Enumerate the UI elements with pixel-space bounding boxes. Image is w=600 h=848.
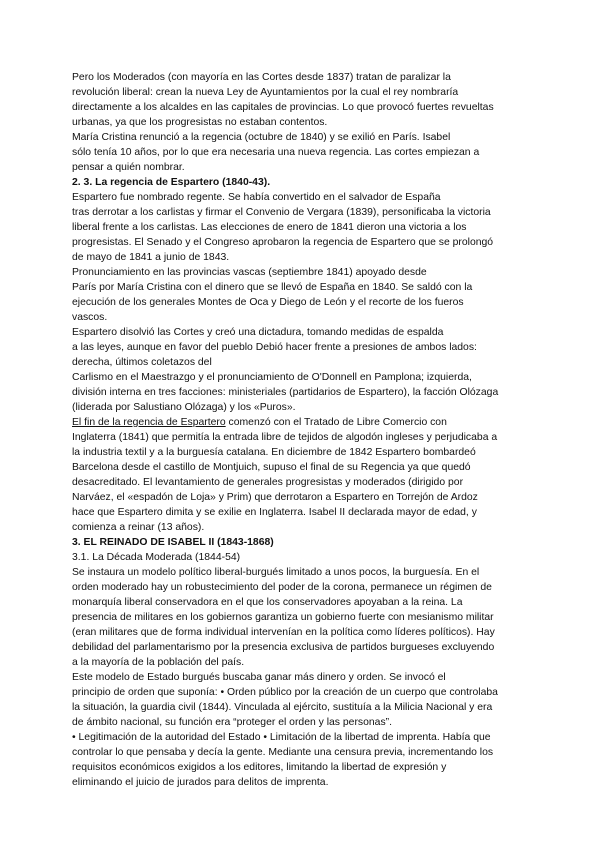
text-line: eliminando el juicio de jurados para delitos de imprenta.: [72, 777, 329, 788]
text-line: Narváez, el «espadón de Loja» y Prim) que derrotaron a Espartero en Torrejón de Ardoz: [72, 492, 478, 503]
text-line: • Legitimación de la autoridad del Estado • Limitación de la libertad de imprenta. Había que: [72, 732, 491, 743]
text-line: Espartero fue nombrado regente. Se había convertido en el salvador de España: [72, 192, 441, 203]
text-line: controlar lo que pensaba y decía la gente. Mediante una censura previa, incrementando los: [72, 747, 494, 758]
text-line: de mayo de 1841 a junio de 1843.: [72, 252, 230, 263]
text-line: Pronunciamiento en las provincias vascas (septiembre 1841) apoyado desde: [72, 267, 427, 278]
text-line: la situación, la guardia civil (1844). Vinculada al ejército, sustituía a la Milicia Nacional y era: [72, 702, 493, 713]
paragraph-moderados: [72, 70, 542, 130]
text-line: pensar a quién nombrar.: [72, 162, 185, 173]
text-line: Se instaura un modelo político liberal-burgués limitado a unos pocos, la burguesía. En el: [72, 567, 480, 578]
text-line: Inglaterra (1841) que permitía la entrada libre de tejidos de algodón ingleses y perjudicaba a: [72, 432, 498, 443]
text-line: Carlismo en el Maestrazgo y el pronunciamiento de O'Donnell en Pamplona; izquierda,: [72, 372, 472, 383]
document-page: [72, 70, 542, 790]
text-line: sólo tenía 10 años, por lo que era necesaria una nueva regencia. Las cortes empiezan a: [72, 147, 480, 158]
text-line: progresistas. El Senado y el Congreso aprobaron la regencia de Espartero que se prolongó: [72, 237, 494, 248]
paragraph-maria-cristina: [72, 130, 542, 175]
text-line: urbanas, ya que los progresistas no estaban contentos.: [72, 117, 328, 128]
text-line: monarquía liberal conservadora en el que los conservadores apoyaban a la reina. La: [72, 597, 463, 608]
text-line: liberal frente a los carlistas. Las elecciones de enero de 1841 dieron una victoria a los: [72, 222, 467, 233]
text-line: directamente a los alcaldes en las capitales de provincias. Lo que provocó fuertes revueltas: [72, 102, 494, 113]
text-line: desacreditado. El levantamiento de generales progresistas y moderados (dirigido por: [72, 477, 464, 488]
text-line: orden moderado hay un robustecimiento del poder de la corona, permanece un régimen de: [72, 582, 492, 593]
section-heading-regencia-espartero: 2. 3. La regencia de Espartero (1840-43).: [72, 177, 271, 188]
paragraph-dictadura: [72, 325, 542, 415]
text-line: Espartero disolvió las Cortes y creó una dictadura, tomando medidas de espalda: [72, 327, 444, 338]
text-line: la industria textil y a la burguesía catalana. En diciembre de 1842 Espartero bombardeó: [72, 447, 476, 458]
text-line: división interna en tres facciones: ministeriales (partidarios de Espartero), la facción Olózaga: [72, 387, 499, 398]
paragraph-pronunciamiento: [72, 265, 542, 325]
text-line: hace que Espartero dimita y se exilie en Inglaterra. Isabel II declarada mayor de edad, y: [72, 507, 477, 518]
text-line: comienza a reinar (13 años).: [72, 522, 205, 533]
text-line: principio de orden que suponía: • Orden público por la creación de un cuerpo que controlaba: [72, 687, 498, 698]
subsection-heading-decada-moderada: 3.1. La Década Moderada (1844-54): [72, 552, 241, 563]
text-line: Este modelo de Estado burgués buscaba ganar más dinero y orden. Se invocó el: [72, 672, 446, 683]
text-line: vascos.: [72, 312, 108, 323]
text-line: (liderada por Salustiano Olózaga) y los «Puros».: [72, 402, 296, 413]
text-line: a la mayoría de la población del país.: [72, 657, 245, 668]
text-line: derecha, últimos coletazos del: [72, 357, 212, 368]
text-line: requisitos económicos exigidos a los editores, limitando la libertad de expresión y: [72, 762, 447, 773]
text-line: Barcelona desde el castillo de Montjuich, supuso el final de su Regencia ya que quedó: [72, 462, 471, 473]
paragraph-legitimacion: [72, 730, 542, 790]
text-line: tras derrotar a los carlistas y firmar el Convenio de Vergara (1839), personificaba la victoria: [72, 207, 491, 218]
text-line: María Cristina renunció a la regencia (octubre de 1840) y se exilió en París. Isabel: [72, 132, 451, 143]
paragraph-modelo-politico: [72, 565, 542, 670]
text-line: a las leyes, aunque en favor del pueblo Debió hacer frente a presiones de ambos lados:: [72, 342, 477, 353]
section-heading-reinado-isabel: 3. EL REINADO DE ISABEL II (1843-1868): [72, 537, 274, 548]
text-line: revolución liberal: crean la nueva Ley de Ayuntamientos por la cual el rey nombraría: [72, 87, 459, 98]
paragraph-fin-regencia: [72, 415, 542, 535]
text-line: [72, 415, 542, 430]
text-line: Pero los Moderados (con mayoría en las Cortes desde 1837) tratan de paralizar la: [72, 72, 451, 83]
text-line: París por María Cristina con el dinero que se llevó de España en 1840. Se saldó con la: [72, 282, 473, 293]
text-fragment: comenzó con el Tratado de Libre Comercio con: [225, 417, 447, 428]
text-line: (eran militares que de forma individual intervenían en la política como líderes políticos). Hay: [72, 627, 495, 638]
paragraph-espartero-regente: [72, 190, 542, 265]
text-line: debilidad del parlamentarismo por la presencia exclusiva de partidos burgueses excluyendo: [72, 642, 495, 653]
text-line: presencia de militares en los gobiernos garantiza un gobierno fuerte con mesianismo militar: [72, 612, 494, 623]
underlined-phrase: El fin de la regencia de Espartero: [72, 417, 226, 428]
text-line: de ámbito nacional, su función era “proteger el orden y las personas”.: [72, 717, 392, 728]
paragraph-estado-burgues: [72, 670, 542, 730]
text-line: ejecución de los generales Montes de Oca y Diego de León y el recorte de los fueros: [72, 297, 464, 308]
